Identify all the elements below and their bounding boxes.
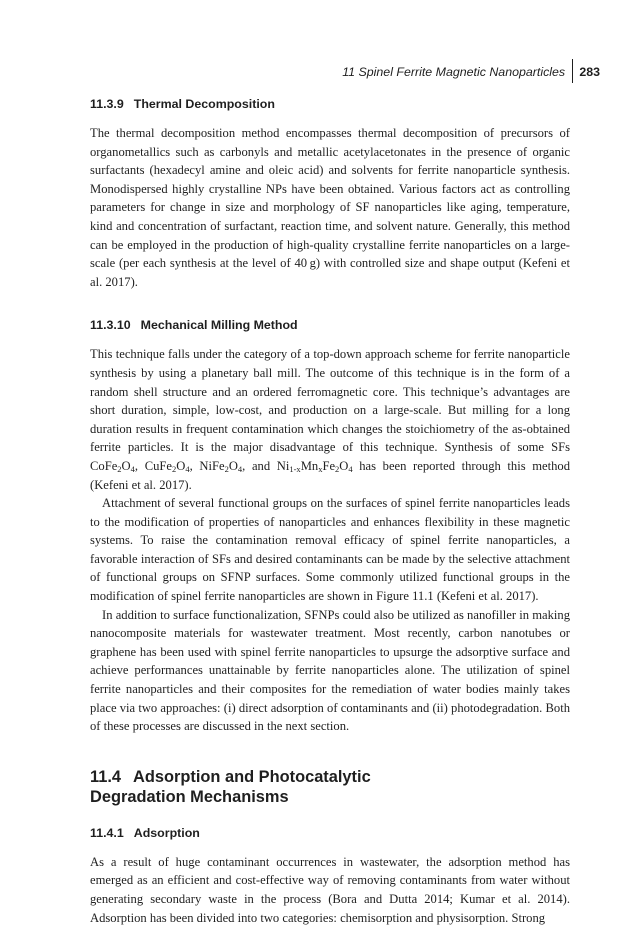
subsection-title: Adsorption: [133, 825, 200, 840]
paragraph-functional-groups: Attachment of several functional groups on the surfaces of spinel ferrite nanoparticles leads to the modification of properties of nanoparticles and enhances flexibility in these magnetic systems. To raise the contamination removal efficacy of spinel ferrite nanoparticles, a favorable interaction of SFs and desired contaminants can be made by the selective attachment of functional groups on SFNP surfaces. Some commonly utilized functional groups in the modification of spinel ferrite nanoparticles are shown in Figure 11.1 (Kefeni et al. 2017).: [90, 496, 570, 604]
subsection-title: Mechanical Milling Method: [140, 318, 298, 333]
section-heading-adsorption-photocatalytic: [90, 767, 570, 807]
formula-cufe2o4: $CuFe_2O_4$: [144, 458, 190, 474]
page-number: 283: [579, 65, 600, 79]
page-body: [90, 96, 570, 927]
paragraph-thermal-decomposition: The thermal decomposition method encompasses thermal decomposition of precursors of organometallics such as carbonyls and metallic acetylacetonates in the presence of organic surfactants (hexadecyl amine and oleic acid) and solvents for ferrite nanoparticle synthesis. Monodispersed highly crystalline NPs have been obtained. Various factors act as controlling parameters for change in size and morphology of SF nanoparticles like aging, temperature, kind and concentration of surfactant, reaction time, and solvent nature. Generally, this method can be employed in the production of high-quality crystalline ferrite nanoparticles on a large-scale (per each synthesis at the level of 40 g) with controlled size and shape output (Kefeni et al. 2017).: [90, 126, 570, 289]
section-title-line2: Degradation Mechanisms: [90, 787, 289, 806]
subsection-number: 11.3.10: [90, 318, 131, 333]
subsection-heading-mechanical-milling: [90, 317, 570, 333]
paragraph-nanocomposites: In addition to surface functionalization, SFNPs could also be utilized as nanofiller in making nanocomposite materials for wastewater treatment. Most recently, carbon nanotubes or graphene has been used with spinel ferrite nanoparticles to upsurge the adsorptive surface and achieve performances unattainable by ferrite nanoparticles alone. The utilization of spinel ferrite nanoparticles and their composites for the remediation of water bodies mainly takes place via two approaches: (i) direct adsorption of contaminants and (ii) photodegradation. Both of these processes are discussed in the next section.: [90, 607, 570, 734]
paragraph-text-end: has been reported through this method (Kefeni et al. 2017).: [90, 458, 571, 492]
header-divider: [572, 59, 573, 83]
running-header: [342, 64, 600, 80]
running-title: 11 Spinel Ferrite Magnetic Nanoparticles: [342, 65, 566, 79]
formula-ni-mn-fe2o4: $Ni_{1-x}Mn_xFe_2O_4$: [276, 458, 353, 474]
section-number: 11.4: [90, 767, 121, 786]
paragraph-adsorption: As a result of huge contaminant occurrences in wastewater, the adsorption method has emerged as an efficient and cost-effective way of removing contaminants from water without generating secondary waste in the process (Bora and Dutta 2014; Kumar et al. 2014). Adsorption has been divided into two categories: chemisorption and physisorption. Strong: [90, 854, 570, 925]
subsection-heading-adsorption: [90, 825, 570, 841]
subsection-number: 11.3.9: [90, 97, 124, 111]
paragraph-mechanical-milling: This technique falls under the category of a top-down approach scheme for ferrite nanoparticle synthesis by using a planetary ball mill. The outcome of this technique is in the form of a random shell structure and an ordered ferromagnetic core. This technique’s advantages are short duration, simple, low-cost, and production on a large-scale. But milling for a long duration results in frequent contamination which changes the stoichiometry of the as-obtained ferrite particles. It is the major disadvantage of this technique. Synthesis of some SFs $CoFe_2O_4$, $CuFe_2O_4$, $NiFe_2O_4$, and $Ni_{1-x}Mn_xFe_2O_4$ has been reported through this method (Kefeni et al. 2017).: [90, 347, 571, 492]
formula-cofe2o4: $CoFe_2O_4$: [90, 458, 135, 474]
subsection-title: Thermal Decomposition: [133, 97, 275, 111]
formula-nife2o4: $NiFe_2O_4$: [199, 458, 243, 474]
section-title-line1: Adsorption and Photocatalytic: [133, 767, 371, 786]
paragraph-text: This technique falls under the category of a top-down approach scheme for ferrite nanoparticle synthesis by using a planetary ball mill. The outcome of this technique is in the form of a random shell structure and an ordered ferromagnetic core. This technique’s advantages are short duration, simple, low-cost, and production on a large-scale. But milling for a long duration results in frequent contamination which changes the stoichiometry of the as-obtained ferrite particles. It is the major disadvantage of this technique. Synthesis of some SFs: [90, 347, 570, 455]
subsection-heading-thermal-decomposition: [90, 96, 570, 112]
subsection-number: 11.4.1: [90, 825, 124, 840]
